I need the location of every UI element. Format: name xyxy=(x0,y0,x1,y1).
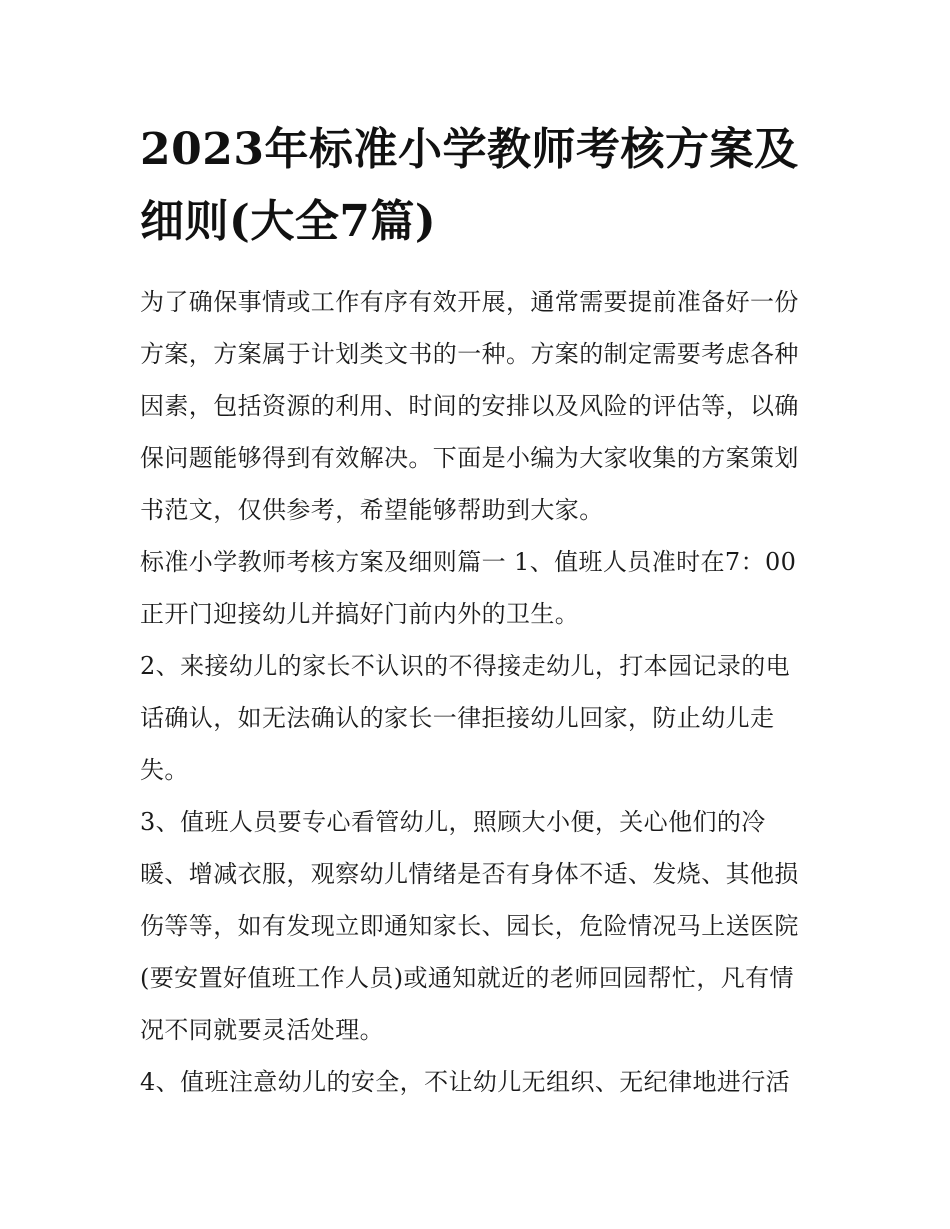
paragraph-item-2: 2、来接幼儿的家长不认识的不得接走幼儿，打本园记录的电话确认，如无法确认的家长一律拒接幼儿回家，防止幼儿走失。 xyxy=(140,652,791,784)
paragraph-item-4: 4、值班注意幼儿的安全，不让幼儿无组织、无纪律地进行活 xyxy=(140,1068,791,1096)
paragraph-item-1: 标准小学教师考核方案及细则篇一 1、值班人员准时在7：00正开门迎接幼儿并搞好门前内外的卫生。 xyxy=(140,548,797,628)
document-title: 2023年标准小学教师考核方案及细则(大全7篇) xyxy=(140,124,799,247)
paragraph-item-3: 3、值班人员要专心看管幼儿，照顾大小便，关心他们的冷暖、增减衣服，观察幼儿情绪是否有身体不适、发烧、其他损伤等等，如有发现立即通知家长、园长，危险情况马上送医院(要安置好值班工作人员)或通知就近的老师回园帮忙，凡有情况不同就要灵活处理。 xyxy=(140,808,799,1044)
intro-paragraph: 为了确保事情或工作有序有效开展，通常需要提前准备好一份方案，方案属于计划类文书的一种。方案的制定需要考虑各种因素，包括资源的利用、时间的安排以及风险的评估等，以确保问题能够得到有效解决。下面是小编为大家收集的方案策划书范文，仅供参考，希望能够帮助到大家。 xyxy=(140,288,799,524)
document-body xyxy=(140,114,812,1108)
